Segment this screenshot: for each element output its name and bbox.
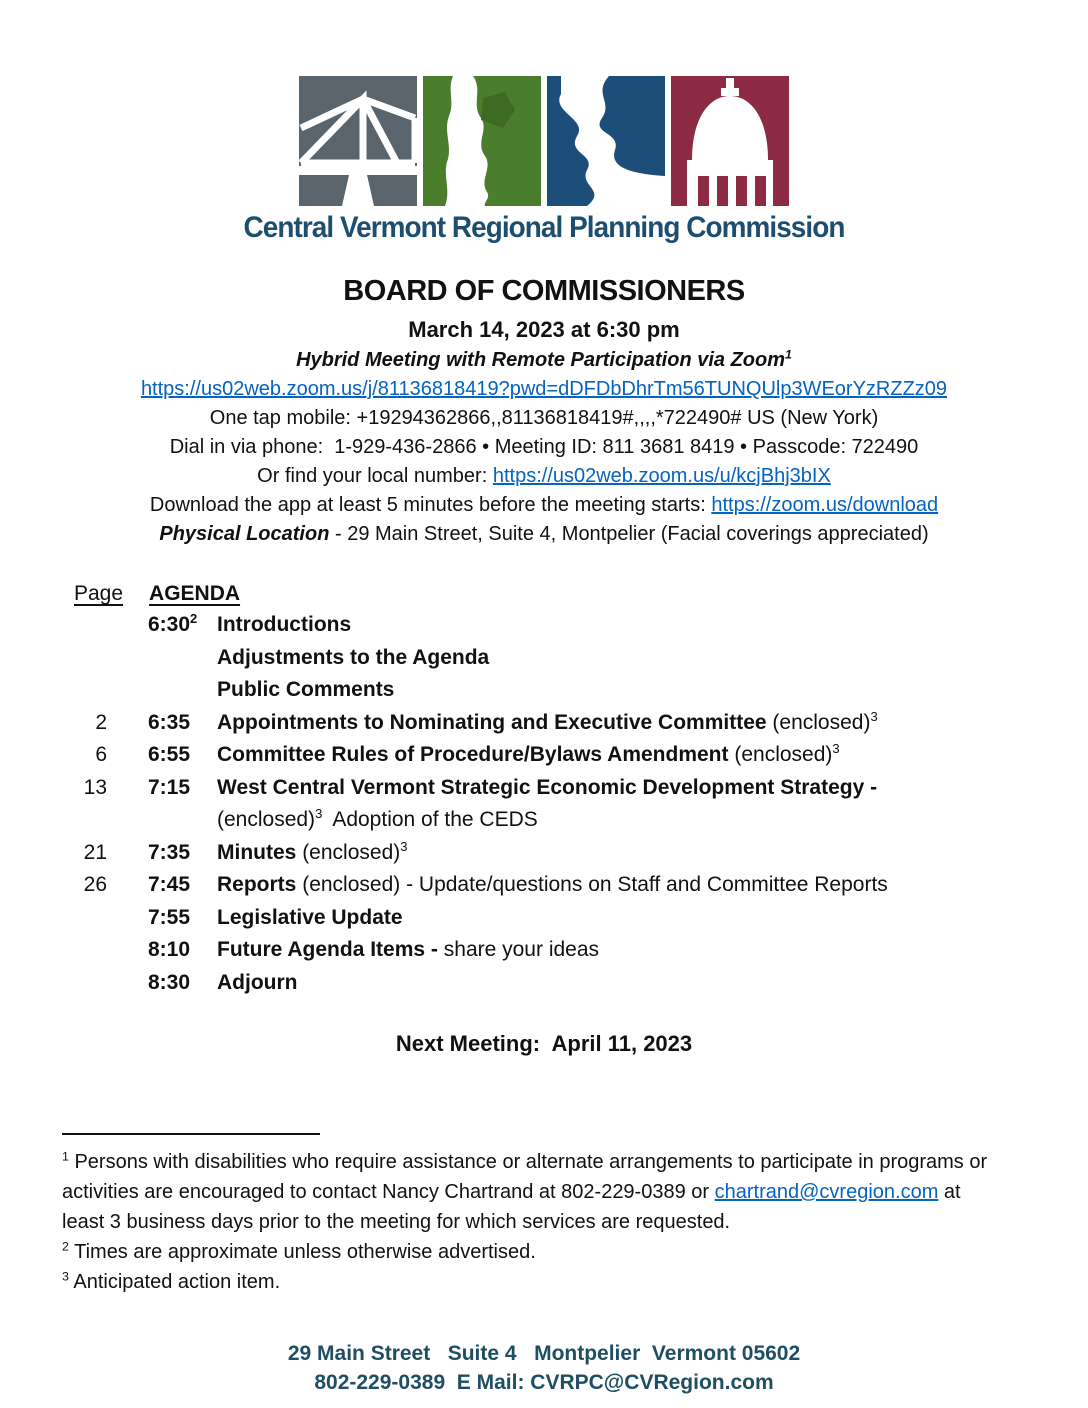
agenda-item: [62, 739, 1088, 772]
next-meeting-line: Next Meeting: April 11, 2023: [395, 1031, 693, 1056]
footer-contact: 802-229-0389 E Mail: CVRPC@CVRegion.com: [314, 1371, 774, 1394]
agenda-item: [62, 902, 1088, 935]
agenda-title: Committee Rules of Procedure/Bylaws Amendment (enclosed)$^3$: [217, 741, 840, 766]
agenda-page-number: 6: [95, 743, 107, 766]
agenda-title: Introductions: [217, 613, 352, 636]
download-link[interactable]: https://zoom.us/download: [711, 494, 939, 516]
footnote-ref-3: 3: [870, 708, 878, 724]
agenda-page-number: 21: [83, 840, 107, 864]
footnote-1-text-end: at least 3 business days prior to the meeting for which services are requested.: [62, 1181, 961, 1233]
zoom-meeting-link[interactable]: https://us02web.zoom.us/j/81136818419?pwd=dDFDbDhrTm56TUNQUlp3WEorYzRZZz09: [140, 378, 948, 400]
hybrid-text: Hybrid Meeting with Remote Participation via Zoom: [296, 349, 786, 371]
agenda-time: 7:35: [148, 840, 191, 864]
agenda-item: [62, 869, 1088, 902]
winding-river-icon: [547, 76, 665, 206]
footnotes-section: [62, 1133, 1008, 1297]
agenda-item-continuation: [62, 804, 1088, 837]
agenda-item: [62, 967, 1088, 1000]
agenda-item: [62, 609, 1088, 642]
agenda-page-number: 26: [83, 873, 107, 896]
capitol-dome-icon: [671, 76, 789, 206]
vermont-map-icon: [423, 76, 541, 206]
page-title: BOARD OF COMMISSIONERS: [343, 275, 745, 307]
footnote-separator: [62, 1133, 320, 1135]
agenda-time: 7:55: [148, 905, 191, 929]
footnote-ref-3: 3: [832, 741, 840, 756]
agenda-page-number: 13: [83, 775, 107, 799]
agenda-time: 6:35: [148, 710, 191, 734]
footnote-3-text: Anticipated action item.: [73, 1271, 281, 1293]
location-line: [0, 523, 1088, 546]
footnote-2-text: Times are approximate unless otherwise advertised.: [74, 1241, 536, 1263]
download-line: [0, 494, 1088, 517]
page-column-header: Page: [74, 582, 124, 605]
footnote-2: [62, 1237, 1008, 1267]
meeting-header: [0, 275, 1088, 546]
agenda-title: Adjourn: [217, 970, 298, 994]
agenda-time: 8:10: [148, 938, 191, 961]
location-text: - 29 Main Street, Suite 4, Montpelier (Facial coverings appreciated): [335, 523, 929, 545]
dial-in-line: Dial in via phone: 1-929-436-2866 • Meeting ID: 811 3681 8419 • Passcode: 722490: [169, 436, 919, 458]
agenda-header: [62, 582, 1088, 606]
agenda-item: [62, 674, 1088, 707]
agenda-title: Appointments to Nominating and Executive Committee (enclosed)$^3$: [217, 708, 878, 734]
one-tap-line: One tap mobile: +19294362866,,81136818419#,,,,*722490# US (New York): [209, 407, 879, 429]
agenda-title: Reports (enclosed) - Update/questions on Staff and Committee Reports: [217, 873, 888, 896]
bridge-truss-icon: [299, 76, 417, 206]
meeting-datetime: March 14, 2023 at 6:30 pm: [408, 317, 680, 342]
agenda-item: [62, 707, 1088, 740]
agenda-title: Legislative Update: [217, 905, 403, 929]
agenda-section: [62, 582, 1088, 999]
hybrid-note: [0, 349, 1088, 372]
agenda-time: 6:55: [148, 743, 191, 766]
agenda-time: 7:15: [148, 775, 191, 799]
document-footer: [0, 1339, 1088, 1397]
agenda-item: [62, 772, 1088, 805]
agenda-item: [62, 837, 1088, 870]
footer-address: 29 Main Street Suite 4 Montpelier Vermont 05602: [287, 1342, 801, 1365]
agenda-item: [62, 642, 1088, 675]
agenda-title: Minutes (enclosed)$^3$: [217, 838, 408, 864]
logo-tiles: [0, 76, 1088, 206]
agenda-page-number: [62, 609, 107, 642]
footnote-2-marker: 2: [62, 1239, 69, 1254]
agenda-title-line2: (enclosed)$^3$ Adoption of the CEDS: [217, 806, 538, 831]
footnote-ref-3: 3: [400, 838, 408, 854]
agenda-time: 8:30: [148, 970, 191, 994]
footnote-3-marker: 3: [62, 1269, 69, 1284]
download-label: Download the app at least 5 minutes before the meeting starts:: [149, 494, 706, 516]
logo-caption: Central Vermont Regional Planning Commission: [243, 211, 845, 244]
location-label: Physical Location: [159, 523, 330, 545]
agenda-time: $6:30^2$: [148, 611, 198, 636]
agenda-time: 7:45: [148, 873, 191, 896]
agenda-column-header: AGENDA: [149, 582, 241, 605]
footnote-email-link[interactable]: chartrand@cvregion.com: [714, 1181, 939, 1203]
footnote-ref-3: 3: [315, 806, 323, 821]
local-number-link[interactable]: https://us02web.zoom.us/u/kcjBhj3bIX: [492, 465, 831, 487]
agenda-title: West Central Vermont Strategic Economic Development Strategy -: [217, 775, 878, 799]
agenda-title: Future Agenda Items - share your ideas: [217, 938, 600, 961]
cvrpc-logo: [0, 0, 1088, 245]
agenda-title: Public Comments: [217, 678, 395, 701]
footnote-ref-2: 2: [190, 611, 198, 626]
footnote-1-text: Persons with disabilities who require assistance or alternate arrangements to participate in programs or activities are encouraged to contact Nancy Chartrand at 802-229-0389 or: [62, 1151, 988, 1203]
footnote-3: [62, 1267, 1008, 1297]
local-number-line: [0, 465, 1088, 488]
footnote-ref-1: 1: [785, 347, 792, 362]
agenda-title: Adjustments to the Agenda: [217, 645, 490, 669]
footnote-1: [62, 1147, 1008, 1237]
zoom-link-line: [0, 378, 1088, 401]
local-number-label: Or find your local number:: [257, 465, 488, 487]
agenda-page-number: 2: [95, 710, 107, 734]
agenda-item: [62, 934, 1088, 967]
footnote-1-marker: 1: [62, 1149, 69, 1164]
